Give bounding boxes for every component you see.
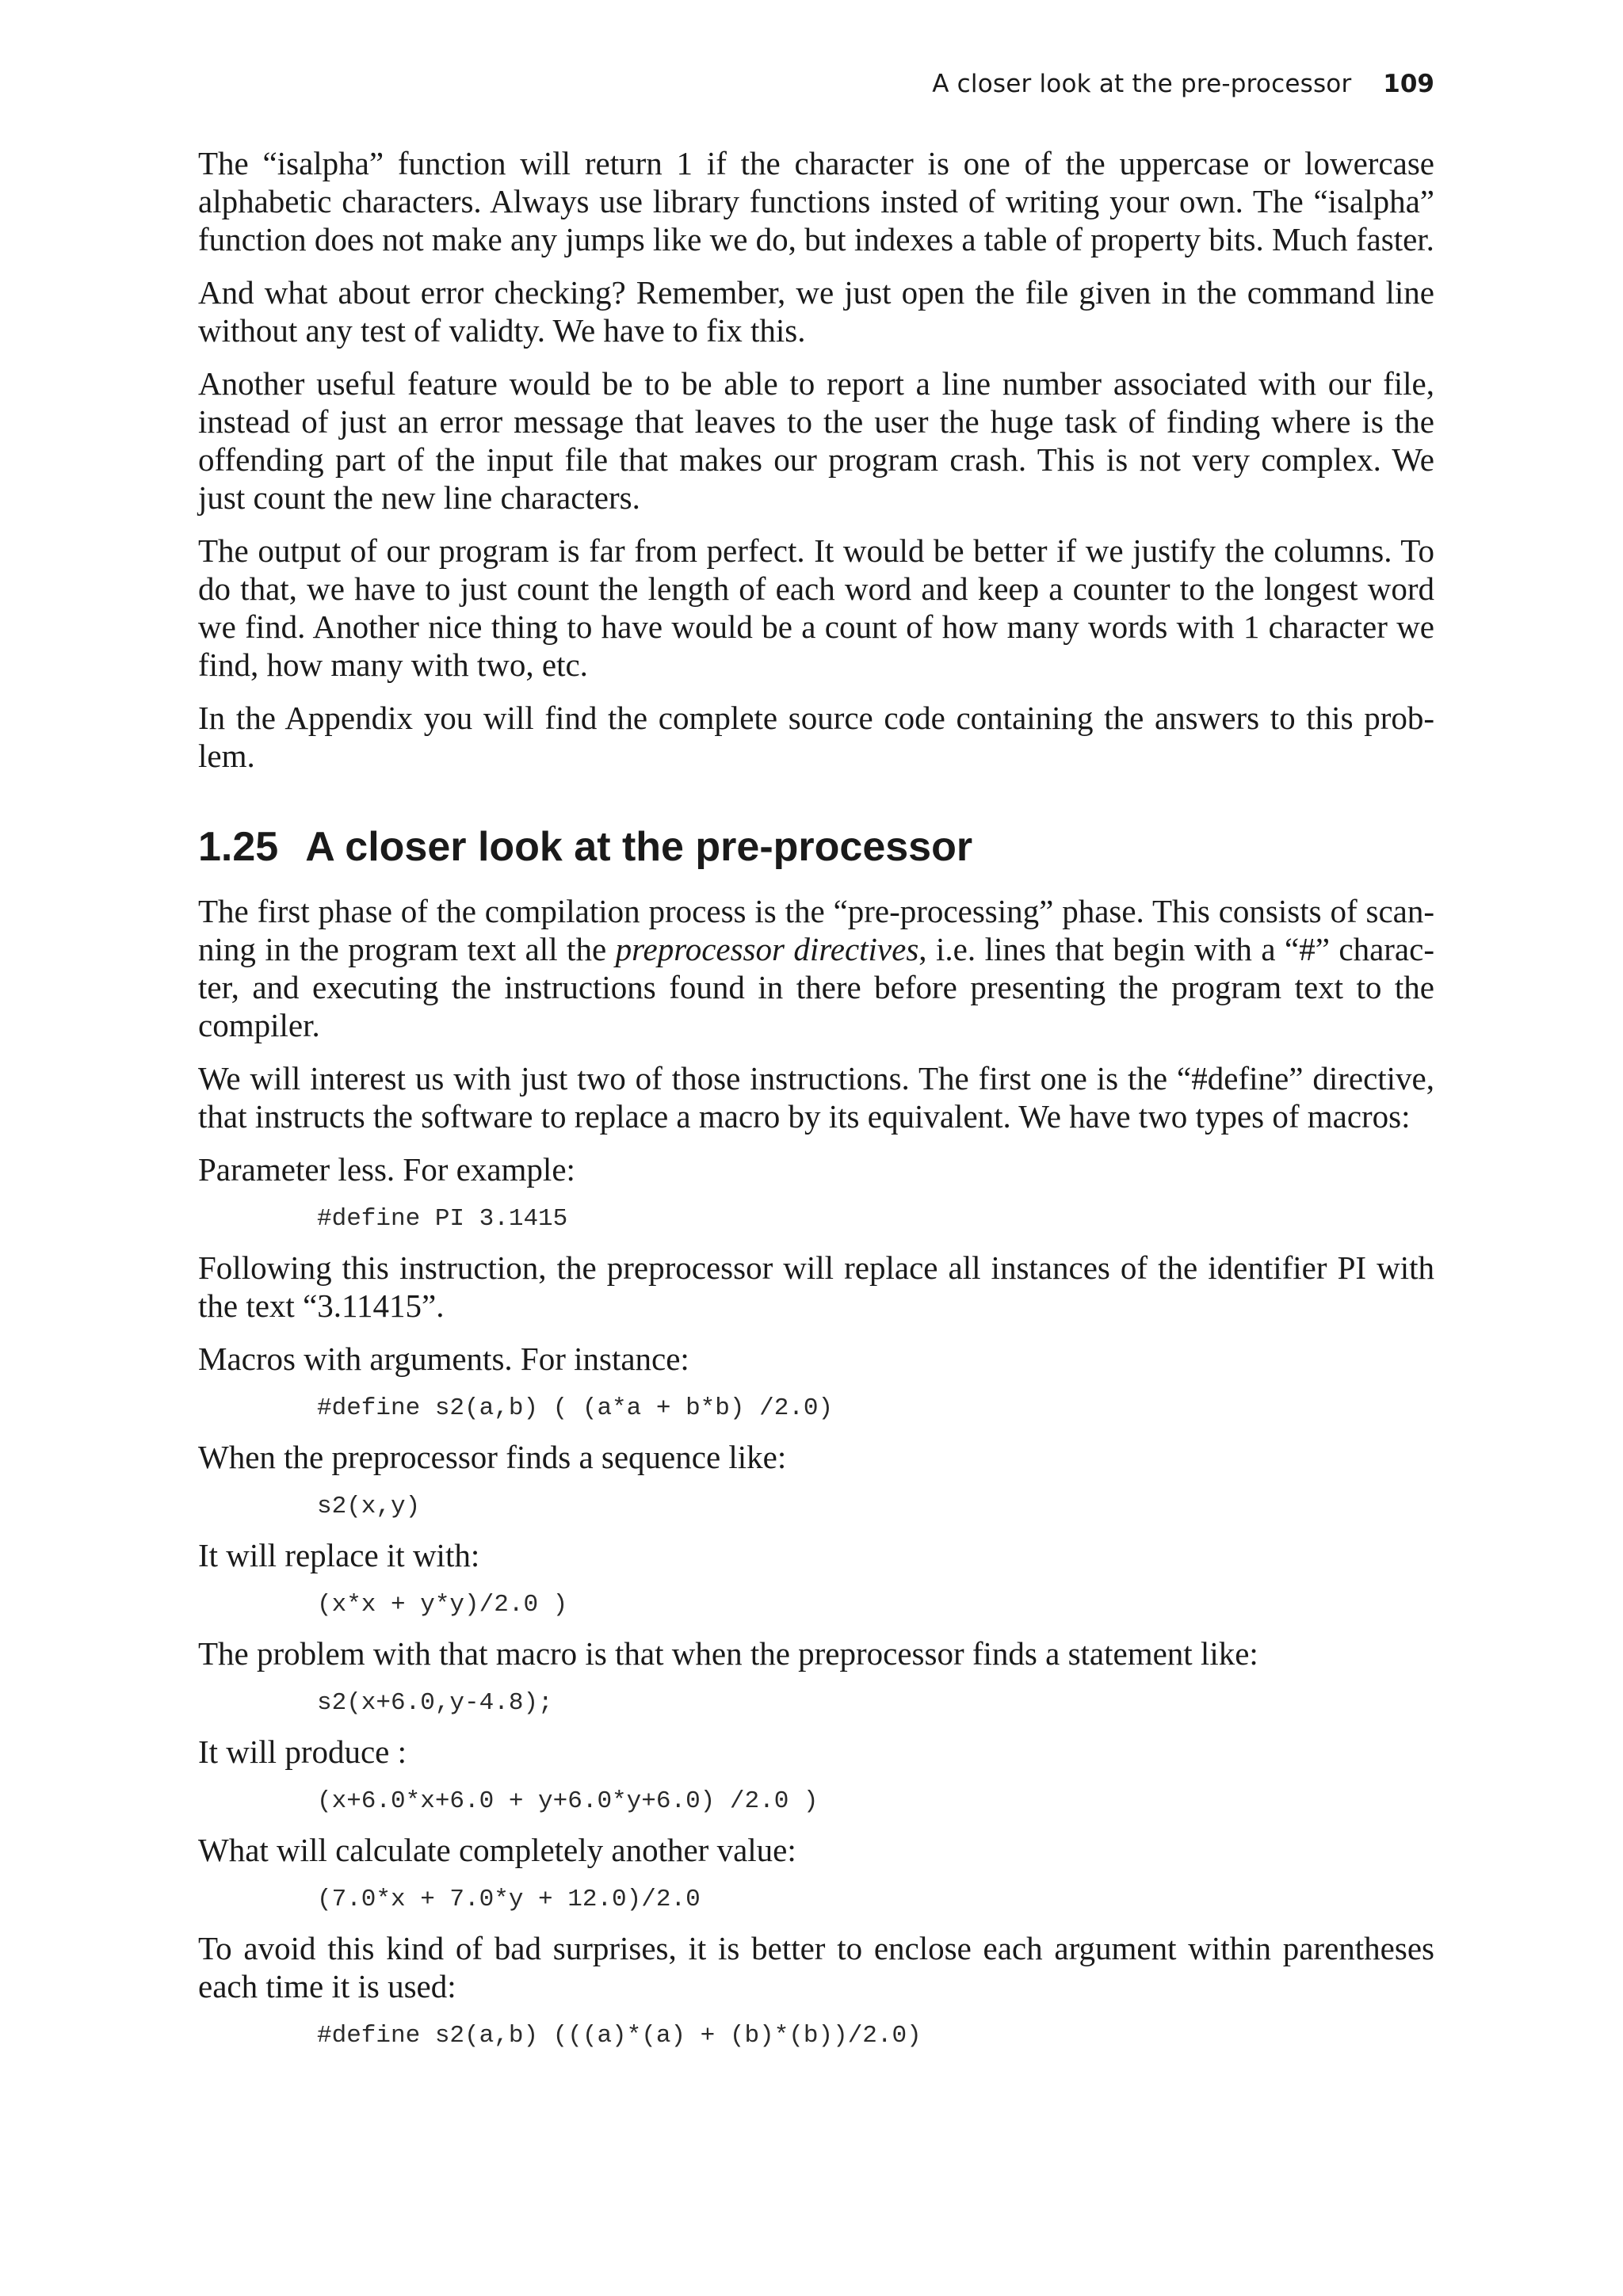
code-s2-call: s2(x,y) xyxy=(317,1493,421,1520)
paragraph-produce: It will produce : xyxy=(198,1733,407,1770)
code-expansion-2: (x+6.0*x+6.0 + y+6.0*y+6.0) /2.0 ) xyxy=(317,1787,819,1815)
paragraph-output: The output of our program is far from perfect. It would be better if we justify the columns. To do that, we have to just count the length of each word and keep a counter to the longest word we find. Another nice thing to have would be a count of how many words with 1 character we find, how many with two, etc. xyxy=(198,532,1434,683)
paragraph-following: Following this instruction, the preprocessor will replace all instances of the identifier PI with the text “3.11415”. xyxy=(198,1249,1434,1324)
intro-emphasis: preprocessor directives xyxy=(615,931,919,967)
intro-text-before: The first phase of the compilation process is the “pre-processing” phase. This consists of scan-ning in the program text all the xyxy=(198,893,1434,967)
paragraph-when-finds: When the preprocessor finds a sequence like: xyxy=(198,1439,787,1475)
code-expansion: (x*x + y*y)/2.0 ) xyxy=(317,1591,568,1619)
page-number: 109 xyxy=(1383,70,1434,98)
code-define-pi: #define PI 3.1415 xyxy=(317,1205,568,1233)
section-number: 1.25 xyxy=(198,824,279,870)
paragraph-replace: It will replace it with: xyxy=(198,1537,480,1573)
code-define-s2: #define s2(a,b) ( (a*a + b*b) /2.0) xyxy=(317,1394,834,1422)
paragraph-appendix: In the Appendix you will find the complete source code containing the answers to this prob-lem. xyxy=(198,700,1434,774)
section-title: A closer look at the pre-processor xyxy=(305,824,973,870)
code-define-s2-fixed: #define s2(a,b) (((a)*(a) + (b)*(b))/2.0) xyxy=(317,2022,922,2050)
paragraph-problem: The problem with that macro is that when the preprocessor finds a statement like: xyxy=(198,1635,1258,1672)
paragraph-calculate: What will calculate completely another value: xyxy=(198,1832,796,1868)
paragraph-avoid: To avoid this kind of bad surprises, it is better to enclose each argument within parentheses each time it is used: xyxy=(198,1930,1434,2004)
intro-text-after: , i.e. lines that begin with a “#” charac-ter, and executing the instructions found in there before presenting the program text to the compiler. xyxy=(198,931,1434,1043)
code-s2-call-2: s2(x+6.0,y-4.8); xyxy=(317,1689,553,1717)
running-header-title: A closer look at the pre-processor xyxy=(932,70,1352,98)
paragraph-intro xyxy=(198,892,1434,1044)
section-heading xyxy=(198,822,1434,871)
paragraph-parameter-less: Parameter less. For example: xyxy=(198,1151,575,1188)
paragraph-define: We will interest us with just two of those instructions. The first one is the “#define” directive, that instructs the software to replace a macro by its equivalent. We have two types of macros: xyxy=(198,1060,1434,1135)
code-value: (7.0*x + 7.0*y + 12.0)/2.0 xyxy=(317,1886,701,1913)
paragraph-line-number: Another useful feature would be to be able to report a line number associated with our file, instead of just an error message that leaves to the user the huge task of finding where is the offending part of the input file that makes our program crash. This is not very complex. We just count the new line characters. xyxy=(198,365,1434,516)
paragraph-error-checking: And what about error checking? Remember, we just open the file given in the command line without any test of validty. We have to fix this. xyxy=(198,274,1434,349)
paragraph-macros-arguments: Macros with arguments. For instance: xyxy=(198,1341,689,1377)
running-header xyxy=(932,70,1434,98)
page-content xyxy=(198,144,1434,2065)
paragraph-isalpha: The “isalpha” function will return 1 if the character is one of the uppercase or lowercase alphabetic characters. Always use library functions insted of writing your own. The “isalpha” function does not make any jumps like we do, but indexes a table of property bits. Much faster. xyxy=(198,145,1434,257)
